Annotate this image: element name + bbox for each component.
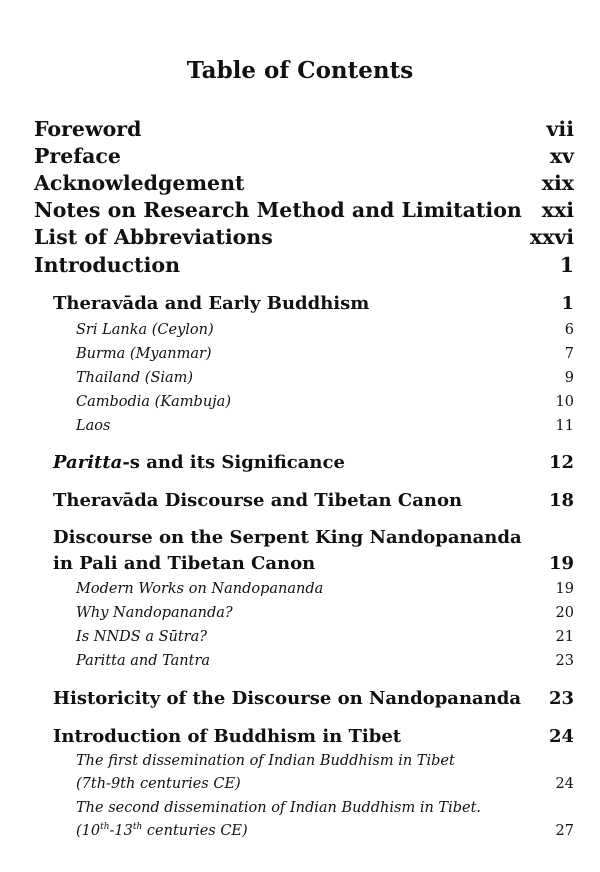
toc-section-discourse-line1[interactable]: Discourse on the Serpent King Nandopananda: [53, 527, 522, 548]
toc-subentry-page: 24: [555, 776, 574, 792]
toc-subentry-sri-lanka[interactable]: [76, 320, 574, 340]
toc-entry-label: Acknowledgement: [34, 171, 245, 195]
toc-subentry-page: 11: [555, 418, 574, 434]
toc-subentry-modern-works[interactable]: [76, 579, 574, 599]
toc-subentry-second-dissemination[interactable]: [76, 821, 574, 841]
toc-entry-foreword[interactable]: [34, 116, 574, 143]
toc-section-label: Theravāda Discourse and Tibetan Canon: [53, 490, 463, 511]
toc-section-label: Historicity of the Discourse on Nandopananda: [53, 688, 522, 709]
toc-entry-preface[interactable]: [34, 143, 574, 170]
toc-subentry-label: Burma (Myanmar): [76, 346, 212, 362]
toc-entry-acknowledgement[interactable]: [34, 170, 574, 197]
toc-subentry-label-part: -13: [109, 823, 133, 839]
toc-subentry-label: Cambodia (Kambuja): [76, 394, 231, 410]
toc-entry-introduction[interactable]: [34, 252, 574, 279]
toc-section-discourse[interactable]: [53, 552, 574, 576]
toc-subentry-page: 19: [555, 581, 574, 597]
toc-subentry-page: 10: [555, 394, 574, 410]
toc-subentry-laos[interactable]: [76, 416, 574, 436]
toc-section-page: 19: [548, 553, 574, 574]
toc-entry-label: Notes on Research Method and Limitation: [34, 198, 522, 222]
toc-section-page: 18: [548, 490, 574, 511]
toc-subentry-first-dissemination-line1[interactable]: The first dissemination of Indian Buddhism in Tibet: [76, 753, 455, 769]
toc-subentry-page: 6: [564, 322, 574, 338]
toc-section-page: 23: [548, 688, 574, 709]
toc-entry-page: xxi: [541, 198, 574, 222]
toc-subentry-why-nandopananda[interactable]: [76, 603, 574, 623]
toc-subentry-superscript: th: [100, 822, 110, 833]
toc-subentry-page: 9: [564, 370, 574, 386]
toc-section-label: in Pali and Tibetan Canon: [53, 553, 316, 574]
toc-section-theravada[interactable]: [53, 292, 574, 316]
toc-entry-page: vii: [546, 117, 574, 141]
toc-entry-label: Introduction: [34, 253, 180, 277]
toc-section-label: Theravāda and Early Buddhism: [53, 293, 370, 314]
toc-entry-page: xv: [549, 144, 574, 168]
toc-entry-label: Preface: [34, 144, 121, 168]
toc-entry-page: xix: [541, 171, 574, 195]
toc-subentry-burma[interactable]: [76, 344, 574, 364]
toc-subentry-thailand[interactable]: [76, 368, 574, 388]
toc-section-page: 12: [548, 452, 574, 473]
toc-subentry-label: [76, 821, 248, 841]
toc-subentry-cambodia[interactable]: [76, 392, 574, 412]
toc-subentry-label: Sri Lanka (Ceylon): [76, 322, 214, 338]
toc-section-paritta[interactable]: [53, 451, 574, 475]
toc-subentry-label: Modern Works on Nandopananda: [76, 581, 324, 597]
toc-section-intro-tibet[interactable]: [53, 725, 574, 749]
page-title: Table of Contents: [186, 57, 414, 84]
toc-section-page: 24: [548, 726, 574, 747]
toc-section-page: 1: [561, 293, 574, 314]
toc-subentry-page: 23: [555, 653, 574, 669]
toc-subentry-page: 7: [564, 346, 574, 362]
toc-entry-page: xxvi: [529, 225, 574, 249]
toc-entry-abbreviations[interactable]: [34, 224, 574, 251]
toc-subentry-label: Thailand (Siam): [76, 370, 194, 386]
toc-subentry-label: Why Nandopananda?: [76, 605, 233, 621]
toc-section-tibetan-canon[interactable]: [53, 489, 574, 513]
toc-subentry-label: (7th-9th centuries CE): [76, 776, 241, 792]
toc-section-historicity[interactable]: [53, 687, 574, 711]
toc-subentry-first-dissemination[interactable]: [76, 774, 574, 794]
toc-entry-label: List of Abbreviations: [34, 225, 273, 249]
toc-subentry-second-dissemination-line1[interactable]: The second dissemination of Indian Buddhism in Tibet.: [76, 800, 482, 816]
toc-subentry-page: 27: [555, 823, 574, 839]
toc-subentry-paritta-tantra[interactable]: [76, 651, 574, 671]
toc-subentry-page: 21: [555, 629, 574, 645]
toc-entry-page: 1: [559, 253, 574, 277]
toc-subentry-superscript: th: [132, 822, 143, 833]
toc-section-label-italic: Paritta: [53, 452, 123, 473]
toc-subentry-label-part: (10: [76, 823, 101, 839]
toc-subentry-label: Paritta and Tantra: [76, 653, 211, 669]
toc-section-label: [53, 451, 345, 475]
toc-subentry-label: Is NNDS a Sūtra?: [76, 629, 208, 645]
toc-section-label-rest: -s and its Significance: [122, 452, 345, 473]
toc-subentry-label: Laos: [76, 418, 111, 434]
toc-subentry-label-part: centuries CE): [142, 823, 248, 839]
toc-entry-research-notes[interactable]: [34, 197, 574, 224]
toc-section-label: Introduction of Buddhism in Tibet: [53, 726, 402, 747]
toc-entry-label: Foreword: [34, 117, 142, 141]
toc-subentry-page: 20: [555, 605, 574, 621]
toc-subentry-nnds-sutra[interactable]: [76, 627, 574, 647]
